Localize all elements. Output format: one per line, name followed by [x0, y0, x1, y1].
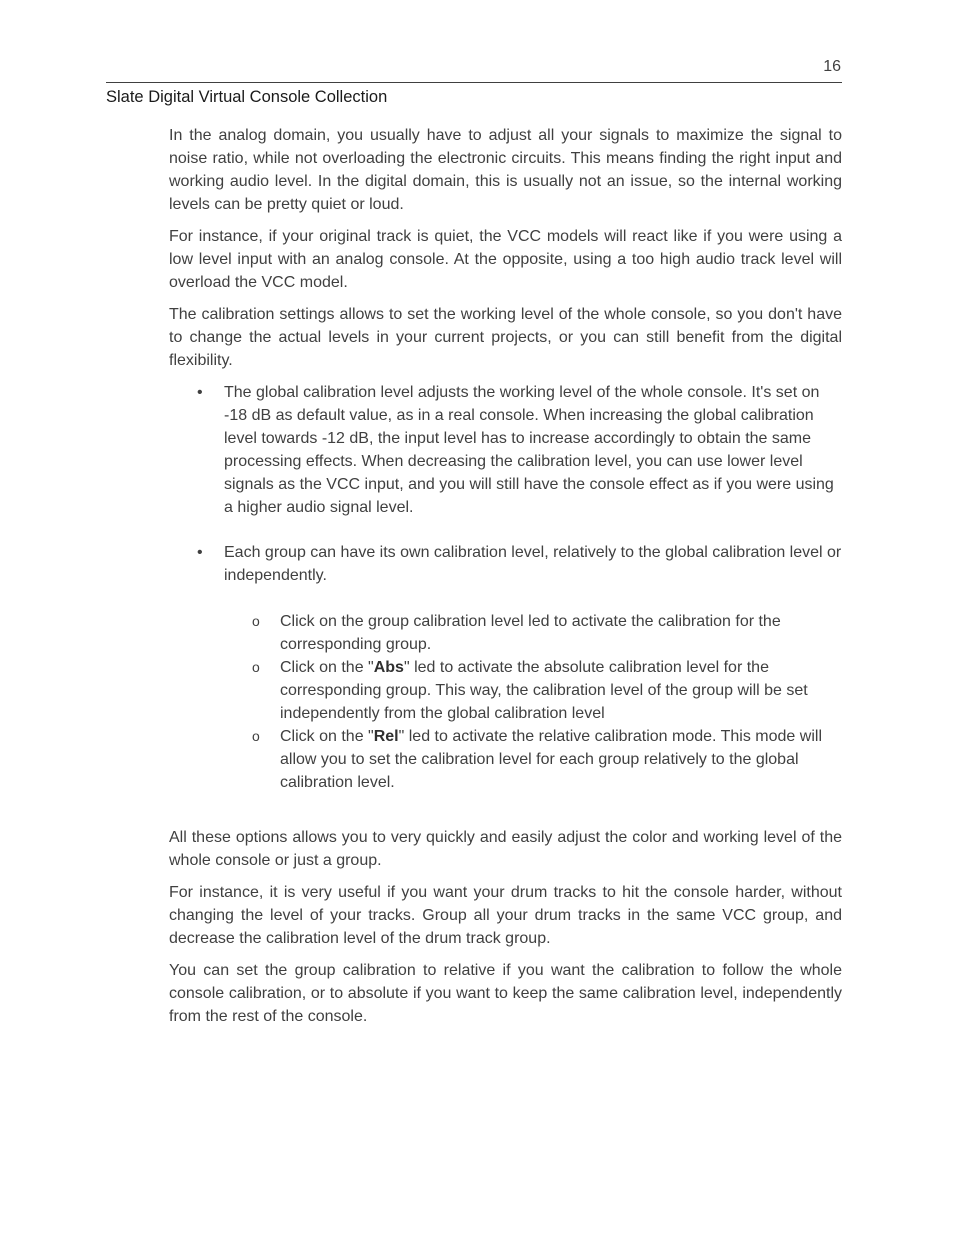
list-item-text: The global calibration level adjusts the working level of the whole console. It's set on -18 dB as default value, as in a real console. When increasing the global calibration level towards -12 dB, the input level has to increase accordingly to obtain the same processing effects. When decreasing the calibration level, you can use lower level signals as the VCC input, and you will still have the console effect as if you were using a higher audio signal level.: [224, 384, 834, 516]
sub-bullet-marker: o: [252, 659, 260, 675]
list-item-global-calibration: [169, 381, 842, 519]
paragraph-calibration-settings: The calibration settings allows to set the working level of the whole console, so you don't have to change the actual levels in your current projects, or you can still benefit from the digital flexibility.: [169, 306, 842, 369]
bullet-marker: •: [197, 544, 203, 561]
sublist-item-rel-led: [224, 725, 842, 794]
list-item-text: Each group can have its own calibration level, relatively to the global calibration level or independently.: [224, 544, 842, 584]
sublist-item-text: Click on the group calibration level led to activate the calibration for the corresponding group.: [280, 613, 781, 653]
paragraph-drum-example: For instance, it is very useful if you want your drum tracks to hit the console harder, without changing the level of your tracks. Group all your drum tracks in the same VCC group, and decrease the calibration level of the drum track group.: [169, 884, 842, 947]
paragraph-options-summary: All these options allows you to very quickly and easily adjust the color and working level of the whole console or just a group.: [169, 829, 842, 869]
running-header-title: Slate Digital Virtual Console Collection: [106, 88, 388, 106]
group-calibration-sublist: [224, 610, 842, 794]
sub-bullet-marker: o: [252, 728, 260, 744]
header-divider: [106, 82, 842, 83]
sublist-item-abs-led: [224, 656, 842, 725]
sublist-item-text-prefix: Click on the ": [280, 659, 374, 676]
rel-keyword: Rel: [373, 728, 399, 745]
document-body: [169, 124, 842, 1037]
sublist-item-text-suffix: " led to activate the relative calibration mode. This mode will allow you to set the calibration level for each group relatively to the global calibration level.: [280, 728, 822, 791]
paragraph-relative-absolute: You can set the group calibration to relative if you want the calibration to follow the whole console calibration, or to absolute if you want to keep the same calibration level, independently from the rest of the console.: [169, 962, 842, 1025]
sub-bullet-marker: o: [252, 613, 260, 629]
list-item-group-calibration: [169, 541, 842, 794]
bullet-marker: •: [197, 384, 203, 401]
calibration-bullet-list: [169, 381, 842, 794]
abs-keyword: Abs: [373, 659, 404, 676]
sublist-item-group-led: [224, 610, 842, 656]
page-number: 16: [823, 58, 841, 75]
paragraph-analog-domain: In the analog domain, you usually have to adjust all your signals to maximize the signal to noise ratio, while not overloading the electronic circuits. This means finding the right input and working audio level. In the digital domain, this is usually not an issue, so the internal working levels can be pretty quiet or loud.: [169, 127, 842, 213]
sublist-item-text-suffix: " led to activate the absolute calibration level for the corresponding group. This way, the calibration level of the group will be set independently from the global calibration level: [280, 659, 808, 722]
sublist-item-text-prefix: Click on the ": [280, 728, 374, 745]
paragraph-quiet-track: For instance, if your original track is quiet, the VCC models will react like if you were using a low level input with an analog console. At the opposite, using a too high audio track level will overload the VCC model.: [169, 228, 842, 291]
